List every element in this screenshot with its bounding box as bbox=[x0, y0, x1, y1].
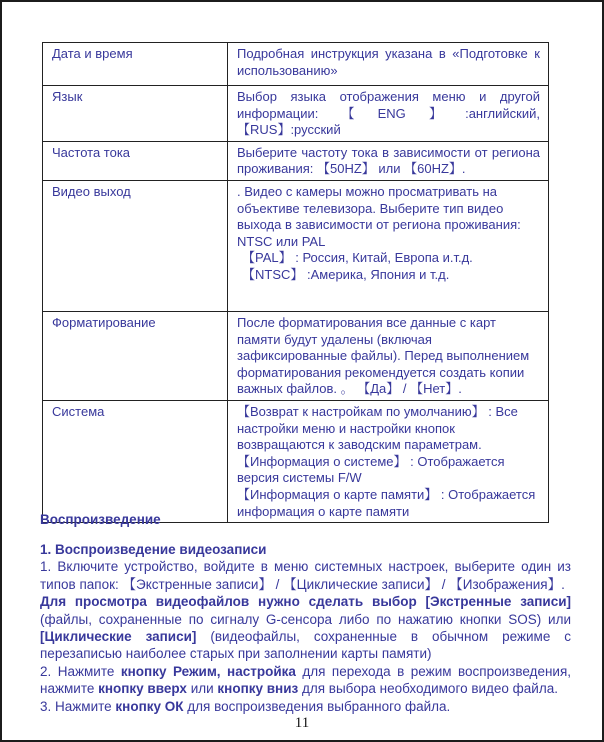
paragraph: Выбор языка отображения меню и другой информации:【ENG】:английский,【RUS】:русский bbox=[237, 89, 540, 138]
text-segment: для воспроизведения выбранного файла. bbox=[183, 698, 451, 714]
table-row-format bbox=[43, 311, 549, 400]
playback-section bbox=[40, 511, 571, 715]
table-row-video-output bbox=[43, 180, 549, 311]
setting-description bbox=[228, 141, 549, 180]
setting-description bbox=[228, 400, 549, 522]
setting-description bbox=[228, 180, 549, 311]
text-segment: кнопку вверх bbox=[98, 681, 187, 697]
text-segment: (файлы, сохраненные по сигналу G-сенсора либо по нажатию кнопки SOS) или bbox=[40, 611, 571, 627]
paragraph: 【Информация о системе】 : Отображается версия системы F/W bbox=[237, 453, 505, 486]
paragraph: 【NTSC】 :Америка, Япония и т.д. bbox=[242, 266, 450, 282]
settings-table bbox=[42, 42, 549, 523]
paragraph-step-2 bbox=[40, 663, 571, 698]
text-segment: для выбора необходимого видео файла. bbox=[298, 681, 558, 697]
text-segment: Для просмотра видеофайлов нужно сделать выбор [Экстренные записи] bbox=[40, 594, 571, 610]
page-number: 11 bbox=[294, 715, 310, 731]
text-segment: (видеофайлы, сохраненные в обычном режиме с перезаписью наиболее старых при заполнении карты памяти) bbox=[40, 629, 571, 662]
text-segment: 1. Включите устройство, войдите в меню системных настроек, выберите один из типов папок: 【Экстренные записи】 / 【Циклические записи】 / 【Изображения】. bbox=[40, 559, 571, 592]
paragraph: 【Информация о карте памяти】 : Отображается информация о карте памяти bbox=[237, 486, 536, 519]
setting-description bbox=[228, 311, 549, 400]
setting-name: Язык bbox=[43, 86, 228, 142]
setting-name: Форматирование bbox=[43, 311, 228, 400]
setting-name: Видео выход bbox=[43, 180, 228, 311]
text-segment: для перехода в режим воспроизведения, нажмите bbox=[40, 663, 572, 697]
table-row-language bbox=[43, 86, 549, 142]
section-title: Воспроизведение bbox=[40, 512, 161, 527]
text-segment: или bbox=[186, 681, 218, 697]
text-segment: кнопку Режим, настройка bbox=[120, 663, 296, 679]
paragraph-step-1 bbox=[40, 558, 571, 593]
setting-name: Дата и время bbox=[43, 43, 228, 86]
text-segment: кнопку вниз bbox=[217, 681, 299, 697]
setting-description bbox=[228, 43, 549, 86]
text-segment: 2. Нажмите bbox=[40, 663, 121, 679]
table-row-frequency bbox=[43, 141, 549, 180]
paragraph: Выберите частоту тока в зависимости от региона проживания: 【50HZ】 или 【60HZ】. bbox=[237, 144, 540, 177]
text-segment: кнопку ОК bbox=[115, 698, 184, 714]
subsection-title: 1. Воспроизведение видеозаписи bbox=[40, 542, 267, 557]
paragraph: 【Возврат к настройкам по умолчанию】 : Все настройки меню и настройки кнопок возвращаются к заводским параметрам. bbox=[237, 403, 518, 453]
text-segment: [Циклические записи] bbox=[40, 629, 197, 645]
paragraph-note bbox=[40, 593, 571, 663]
paragraph: После форматирования все данные с карт памяти будут удалены (включая зафиксированные файлы). Перед выполнением форматирования рекомендуется создать копии важных файлов. 。 【Да】 / 【Нет】. bbox=[237, 314, 530, 397]
paragraph: Подробная инструкция указана в «Подготовке к использованию» bbox=[237, 46, 540, 78]
paragraph: 【PAL】 : Россия, Китай, Европа и.т.д. bbox=[242, 250, 473, 266]
table-row-date-time bbox=[43, 43, 549, 86]
paragraph-step-3 bbox=[40, 698, 571, 715]
setting-name: Система bbox=[43, 400, 228, 522]
setting-name: Частота тока bbox=[43, 141, 228, 180]
paragraph: . Видео с камеры можно просматривать на объективе телевизора. Выберите тип видео выхода в зависимости от региона проживания: NTSC или PAL bbox=[237, 183, 521, 249]
setting-description bbox=[228, 86, 549, 142]
text-segment: 3. Нажмите bbox=[40, 698, 116, 714]
table-row-system bbox=[43, 400, 549, 522]
